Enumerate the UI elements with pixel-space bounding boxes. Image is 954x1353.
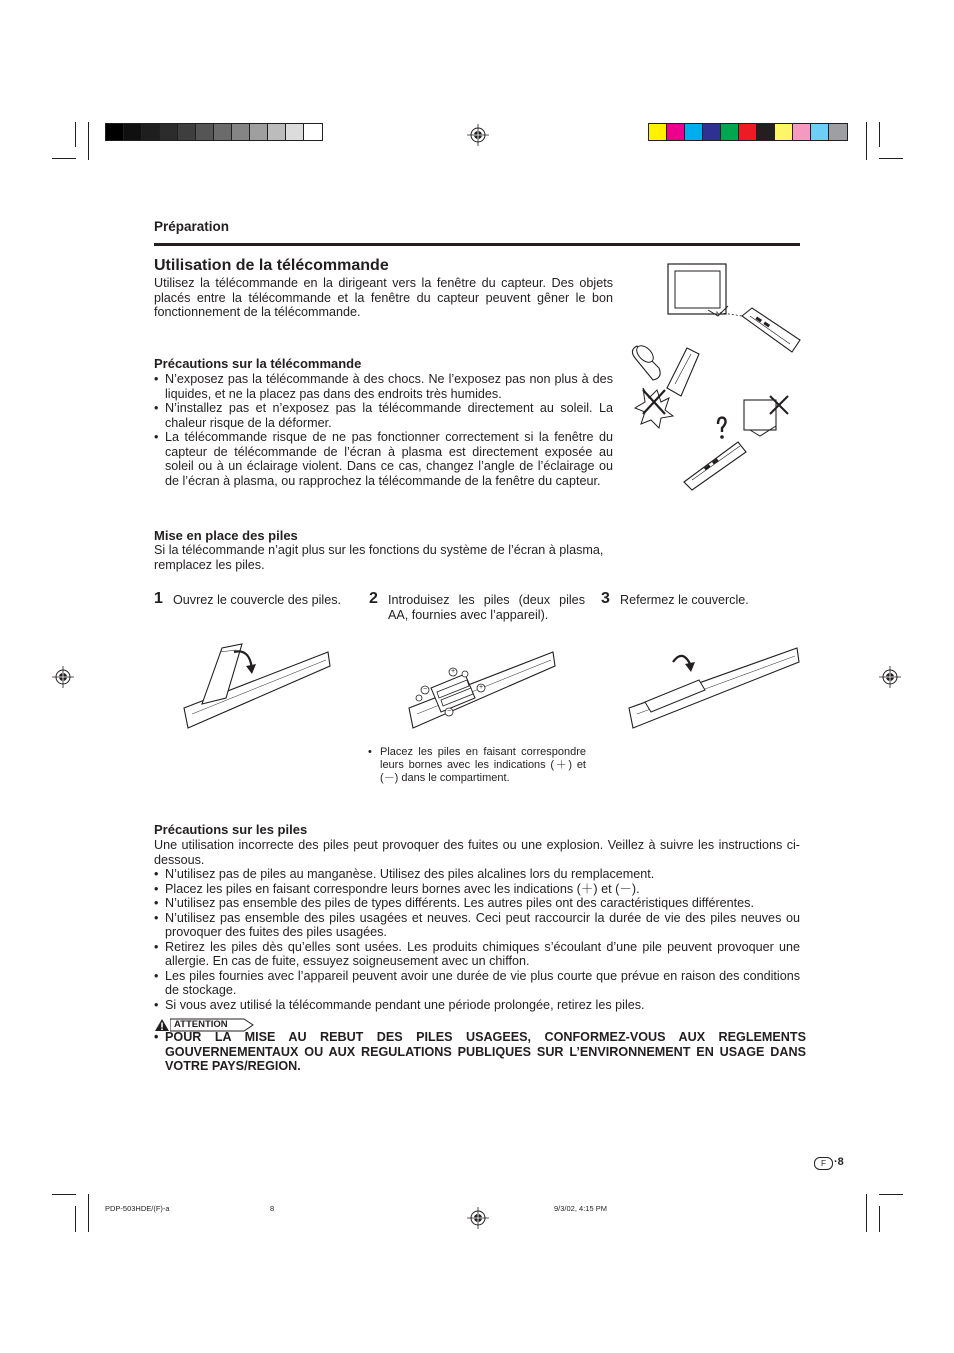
battery-polarity-note xyxy=(368,746,586,785)
intro-paragraph: Utilisez la télécommande en la dirigeant vers la fenêtre du capteur. Des objets placés entre la télécommande et la fenêtre du capteur peuvent gêner le bon fonctionnement de la télécommande. xyxy=(154,276,613,319)
step-number: 1 xyxy=(154,590,163,607)
color-swatch xyxy=(178,124,196,140)
remote-precautions-title: Précautions sur la télécommande xyxy=(154,356,362,371)
list-item: • Placez les piles en faisant correspondre leurs bornes avec les indications (＋) et (－). xyxy=(154,882,800,897)
step-text: Introduisez les piles (deux piles AA, fournies avec l’appareil). xyxy=(388,593,585,622)
registration-target-icon xyxy=(467,1207,489,1229)
color-swatch xyxy=(757,124,775,140)
list-item: • Si vous avez utilisé la télécommande pendant une période prolongée, retirez les piles. xyxy=(154,998,800,1013)
grayscale-color-bar xyxy=(105,123,323,141)
color-swatch xyxy=(304,124,322,140)
crop-mark xyxy=(75,122,76,147)
color-swatch xyxy=(703,124,721,140)
plus-terminal-label: + xyxy=(479,684,484,691)
registration-target-icon xyxy=(879,666,901,688)
color-swatch xyxy=(739,124,757,140)
crop-mark xyxy=(879,158,903,159)
color-swatch xyxy=(268,124,286,140)
header-rule xyxy=(154,243,800,246)
language-badge: F xyxy=(814,1157,833,1170)
crop-mark xyxy=(75,1206,76,1232)
page-number-value: ·8 xyxy=(834,1156,844,1168)
battery-precautions-title: Précautions sur les piles xyxy=(154,822,308,837)
page-title: Utilisation de la télécommande xyxy=(154,257,389,274)
battery-precautions-list xyxy=(154,867,800,1012)
crop-mark xyxy=(866,122,867,160)
color-swatch xyxy=(649,124,667,140)
list-item: • La télécommande risque de ne pas fonctionner correctement si la fenêtre du capteur de télécommande de l’écran à plasma est directement exposée au soleil ou à un éclairage violent. Dans ce cas, changez l’angle de l’éclairage ou de l’écran à plasma, ou rapprochez la télécommande de la fenêtre du capteur. xyxy=(154,430,613,488)
crop-mark xyxy=(879,1194,903,1195)
list-item: • Les piles fournies avec l’appareil peuvent avoir une durée de vie plus courte que prévue en raison des conditions de stockage. xyxy=(154,969,800,998)
batteries-intro: Si la télécommande n’agit plus sur les fonctions du système de l’écran à plasma, remplacez les piles. xyxy=(154,543,604,572)
list-item: • N’utilisez pas de piles au manganèse. Utilisez des piles alcalines lors du remplacement. xyxy=(154,867,800,882)
color-swatch xyxy=(142,124,160,140)
color-swatch xyxy=(286,124,304,140)
list-item: • N’utilisez pas ensemble des piles usagées et neuves. Ceci peut raccourcir la durée de vie des piles neuves ou provoquer des fuites des piles usagées. xyxy=(154,911,800,940)
color-swatch xyxy=(160,124,178,140)
step-number: 3 xyxy=(601,590,610,607)
crop-mark xyxy=(88,1194,89,1232)
attention-list xyxy=(154,1030,806,1074)
color-swatch xyxy=(829,124,847,140)
step-text: Ouvrez le couvercle des piles. xyxy=(173,593,341,607)
color-swatch xyxy=(196,124,214,140)
plus-terminal-label: + xyxy=(451,668,456,675)
crop-mark xyxy=(88,122,89,160)
minus-terminal-label: − xyxy=(447,708,452,715)
step-number: 2 xyxy=(369,590,378,607)
footer-timestamp: 9/3/02, 4:15 PM xyxy=(554,1204,607,1213)
remote-precautions-list xyxy=(154,372,613,488)
attention-label: ATTENTION xyxy=(174,1019,228,1030)
section-header: Préparation xyxy=(154,219,230,234)
color-swatch xyxy=(721,124,739,140)
footer-filename: PDP-503HDE/(F)-a xyxy=(105,1204,170,1213)
battery-precautions-intro: Une utilisation incorrecte des piles peut provoquer des fuites ou une explosion. Veillez à suivre les instructions ci-dessous. xyxy=(154,838,800,867)
process-color-bar xyxy=(648,123,848,141)
minus-terminal-label: − xyxy=(423,686,428,693)
attention-text: • POUR LA MISE AU REBUT DES PILES USAGEES, CONFORMEZ-VOUS AUX REGLEMENTS GOUVERNEMENTAUX OU AUX REGULATIONS PUBLIQUES SUR L’ENVIRONNEMENT EN USAGE DANS VOTRE PAYS/REGION. xyxy=(154,1030,806,1074)
batteries-title: Mise en place des piles xyxy=(154,528,298,543)
crop-mark xyxy=(52,158,76,159)
color-swatch xyxy=(214,124,232,140)
color-swatch xyxy=(793,124,811,140)
color-swatch xyxy=(232,124,250,140)
close-battery-cover-illustration xyxy=(625,640,805,735)
crop-mark xyxy=(52,1194,76,1195)
color-swatch xyxy=(106,124,124,140)
crop-mark xyxy=(879,122,880,147)
color-swatch xyxy=(667,124,685,140)
list-item: • Retirez les piles dès qu’elles sont usées. Les produits chimiques s’écoulant d’une pile peuvent provoquer une allergie. En cas de fuite, essuyez soigneusement avec un chiffon. xyxy=(154,940,800,969)
list-item: • N’utilisez pas ensemble des piles de types différents. Les autres piles ont des caractéristiques différentes. xyxy=(154,896,800,911)
footer-page: 8 xyxy=(270,1204,275,1213)
bullet: • xyxy=(368,746,372,758)
list-item: • N’installez pas et n’exposez pas la télécommande directement au soleil. La chaleur risque de la déformer. xyxy=(154,401,613,430)
color-swatch xyxy=(685,124,703,140)
open-battery-cover-illustration xyxy=(180,640,335,735)
registration-target-icon xyxy=(467,124,489,146)
list-item: • N’exposez pas la télécommande à des chocs. Ne l’exposez pas non plus à des liquides, et ne la placez pas dans des endroits très humides. xyxy=(154,372,613,401)
color-swatch xyxy=(124,124,142,140)
step-text: Refermez le couvercle. xyxy=(620,593,749,607)
color-swatch xyxy=(775,124,793,140)
color-swatch xyxy=(811,124,829,140)
registration-target-icon xyxy=(52,666,74,688)
crop-mark xyxy=(879,1206,880,1232)
remote-sunlight-warning-illustration xyxy=(680,392,795,492)
note-text: Placez les piles en faisant correspondre leurs bornes avec les indications (＋) et (－) dans le compartiment. xyxy=(380,746,586,784)
color-swatch xyxy=(250,124,268,140)
crop-mark xyxy=(866,1194,867,1232)
